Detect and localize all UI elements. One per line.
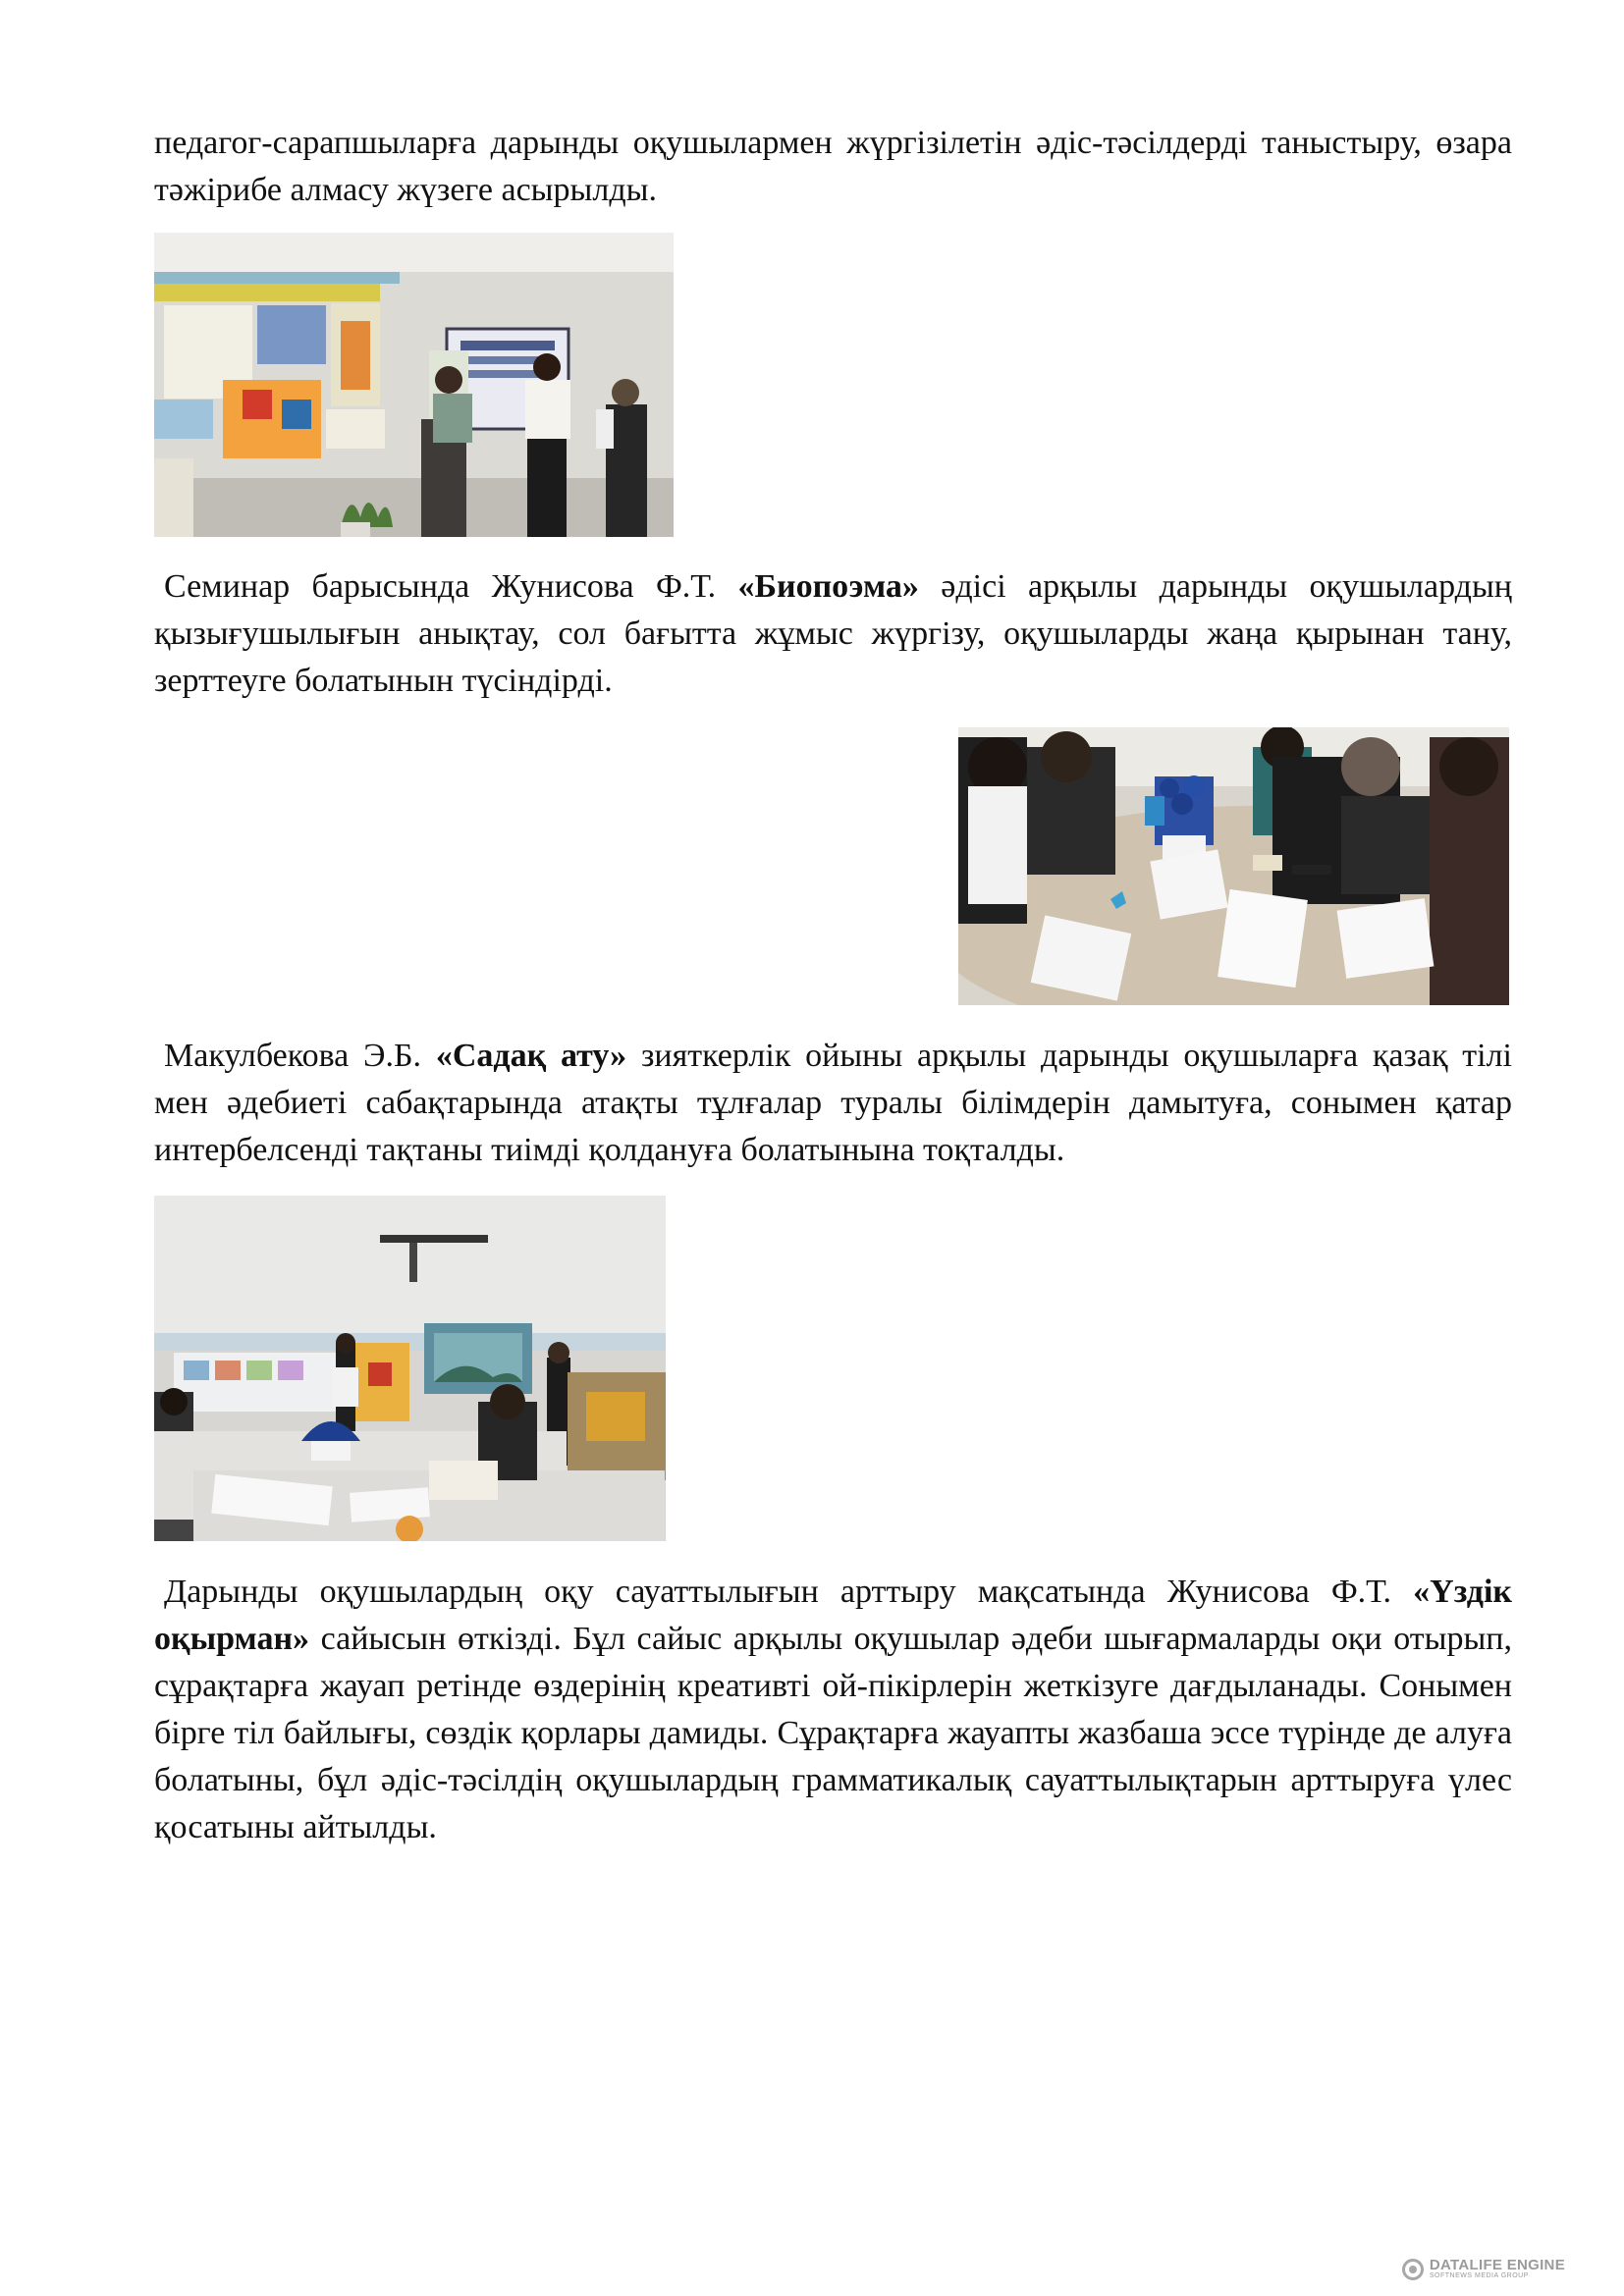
watermark-tagline: SOFTNEWS MEDIA GROUP: [1429, 2272, 1529, 2279]
paragraph-archery: Макулбекова Э.Б. «Садақ ату» зияткерлік ойыны арқылы дарынды оқушыларға қазақ тілі мен әдебиеті сабақтарында атақты тұлғалар туралы білімдерін дамытуға, сонымен қатар интербелсенді тақтаны тиімді қолдануға болатынына тоқталды.: [154, 1038, 1512, 1168]
classroom-interactive-board-photo: [154, 1196, 666, 1541]
paragraph-intro: педагог-сарапшыларға дарынды оқушылармен жүргізілетін әдіс-тәсілдерді таныстыру, өзара тәжірибе алмасу жүзеге асырылды.: [154, 125, 1512, 208]
paragraph-biopoem: Семинар барысында Жунисова Ф.Т. «Биопоэма» әдісі арқылы дарынды оқушылардың қызығушылығын анықтау, сол бағытта жұмыс жүргізу, оқушыларды жаңа қырынан тану, зерттеуге болатынын түсіндірді.: [154, 568, 1512, 699]
classroom-presentation-photo: [154, 233, 674, 537]
game-name-archery: «Садақ ату»: [435, 1038, 627, 1074]
method-name-biopoem: «Биопоэма»: [737, 568, 919, 605]
datalife-logo-icon: [1402, 2259, 1424, 2280]
students-writing-photo: [958, 727, 1509, 1005]
datalife-engine-watermark: [1402, 2258, 1565, 2280]
paragraph-best-reader: Дарынды оқушылардың оқу сауаттылығын арттыру мақсатында Жунисова Ф.Т. «Үздік оқырман» сайысын өткізді. Бұл сайыс арқылы оқушылар әдеби шығармаларды оқи отырып, сұрақтарға жауап ретінде өздерінің креативті ой-пікірлерін жеткізуге дағдыланады. Сонымен бірге тіл байлығы, сөздік қорлары дамиды. Сұрақтарға жауапты жазбаша эссе түрінде де алуға болатыны, бұл әдіс-тәсілдің оқушылардың грамматикалық сауаттылықтарын арттыруға үлес қосатыны айтылды.: [154, 1574, 1512, 1845]
watermark-brand: DATALIFE ENGINE: [1429, 2257, 1565, 2273]
contest-name-best-reader: «Үздік оқырман»: [154, 1574, 1512, 1657]
